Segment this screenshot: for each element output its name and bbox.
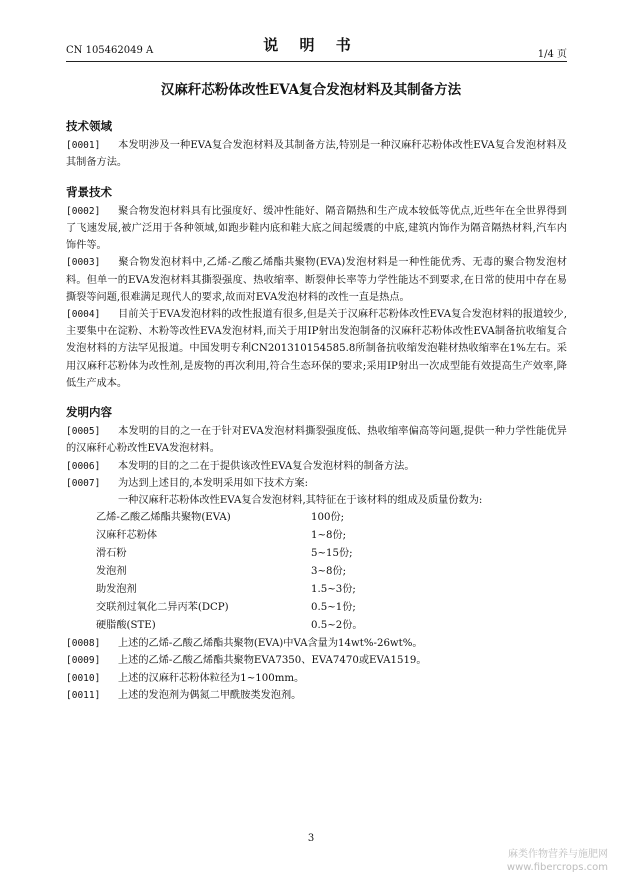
- paragraph-text: 本发明的目的之二在于提供该改性EVA复合发泡材料的制备方法。: [118, 460, 415, 472]
- paragraph-number: [0002]: [66, 205, 101, 217]
- paragraph-number: [0009]: [66, 655, 101, 667]
- page-info: 1/4 页: [537, 49, 567, 60]
- component-amount: 0.5~1份;: [311, 602, 356, 614]
- watermark-line: www.fibercrops.com: [506, 862, 608, 873]
- component-amount: 3~8份;: [311, 566, 347, 578]
- paragraph-number: [0011]: [66, 689, 101, 701]
- section-heading-tech-field: 技术领域: [66, 119, 112, 133]
- component-amount: 0.5~2份。: [311, 620, 363, 632]
- page-number: 3: [307, 833, 315, 844]
- table-row: [96, 527, 363, 545]
- page-header: [0, 0, 622, 60]
- paragraph-text: 上述的乙烯-乙酸乙烯酯共聚物(EVA)中VA含量为14wt%-26wt%。: [118, 638, 423, 650]
- component-name: 乙烯-乙酸乙烯酯共聚物(EVA): [96, 512, 231, 524]
- component-amount: 5~15份;: [311, 548, 353, 560]
- component-name: 助发泡剂: [96, 584, 137, 596]
- table-row: [96, 509, 363, 527]
- paragraph-0004: [66, 306, 567, 392]
- paragraph-text: 上述的发泡剂为偶氮二甲酰胺类发泡剂。: [118, 689, 302, 701]
- paragraph-number: [0007]: [66, 477, 101, 489]
- paragraph-text: 目前关于EVA发泡材料的改性报道有很多,但是关于汉麻秆芯粉体改性EVA复合发泡材料的报道较少,主要集中在淀粉、木粉等改性EVA发泡材料,而关于用IP射出发泡制备的汉麻秆芯粉体改性EVA制备抗收缩复合发泡材料的方法罕见报道。中国发明专利CN201310154585.8所制备抗收缩发泡鞋材热收缩率在1%左右。采用汉麻秆芯粉体为改性剂,是废物的再次利用,符合生态环保的要求;采用IP射出一次成型能有效提高生产效率,降低生产成本。: [66, 309, 567, 389]
- paragraph-0001: [66, 137, 567, 171]
- document-title: 汉麻秆芯粉体改性EVA复合发泡材料及其制备方法: [160, 82, 462, 98]
- component-amount: 1~8份;: [311, 530, 347, 542]
- component-amount: 1.5~3份;: [311, 584, 356, 596]
- composition-intro: 一种汉麻秆芯粉体改性EVA复合发泡材料,其特征在于该材料的组成及质量份数为:: [118, 495, 483, 507]
- paragraph-number: [0010]: [66, 672, 101, 684]
- component-name: 硬脂酸(STE): [96, 620, 156, 632]
- paragraph-text: 本发明涉及一种EVA复合发泡材料及其制备方法,特别是一种汉麻秆芯粉体改性EVA复合发泡材料及其制备方法。: [66, 140, 567, 169]
- paragraph-number: [0008]: [66, 638, 101, 650]
- section-heading-background: 背景技术: [66, 184, 112, 199]
- paragraph-0009: [66, 652, 567, 669]
- paragraph-0007: [66, 475, 567, 492]
- header-divider: [66, 61, 567, 62]
- paragraph-text: 聚合物发泡材料中,乙烯-乙酸乙烯酯共聚物(EVA)发泡材料是一种性能优秀、无毒的聚合物发泡材料。但单一的EVA发泡材料其撕裂强度、热收缩率、断裂伸长率等力学性能达不到要求,在日常的使用中存在易撕裂等问题,很难满足现代人的要求,故而对EVA发泡材料的改性一直是热点。: [66, 257, 567, 303]
- site-watermark: [507, 848, 608, 874]
- component-name: 交联剂过氧化二异丙苯(DCP): [96, 602, 229, 614]
- paragraph-number: [0001]: [66, 140, 101, 152]
- paragraph-text: 为达到上述目的,本发明采用如下技术方案:: [118, 477, 309, 489]
- section-heading-invention: 发明内容: [66, 405, 112, 420]
- patent-number: CN 105462049 A: [66, 45, 154, 56]
- composition-table: [96, 509, 363, 635]
- table-row: [96, 617, 363, 635]
- paragraph-text: 聚合物发泡材料具有比强度好、缓冲性能好、隔音隔热和生产成本较低等优点,近些年在全世界得到了飞速发展,被广泛用于各种领域,如跑步鞋内底和鞋大底之间起缓震的中底,建筑内饰作为隔音隔热材料,汽车内饰件等。: [66, 205, 567, 252]
- table-row: [96, 563, 363, 581]
- table-row: [96, 581, 363, 599]
- paragraph-0008: [66, 635, 567, 652]
- paragraph-text: 上述的汉麻秆芯粉体粒径为1~100mm。: [118, 672, 305, 684]
- paragraph-number: [0005]: [66, 426, 101, 438]
- paragraph-0010: [66, 670, 567, 687]
- paragraph-number: [0004]: [66, 309, 101, 321]
- document-body: [66, 110, 567, 704]
- component-name: 汉麻秆芯粉体: [96, 530, 158, 542]
- paragraph-0002: [66, 203, 567, 255]
- component-name: 发泡剂: [96, 566, 127, 578]
- paragraph-0003: [66, 254, 567, 306]
- paragraph-0006: [66, 458, 567, 475]
- table-row: [96, 545, 363, 563]
- document-type: 说 明 书: [263, 36, 359, 54]
- paragraph-0005: [66, 423, 567, 457]
- component-name: 滑石粉: [96, 548, 127, 560]
- paragraph-text: 本发明的目的之一在于针对EVA发泡材料撕裂强度低、热收缩率偏高等问题,提供一种力学性能优异的汉麻秆心粉改性EVA发泡材料。: [66, 426, 567, 455]
- paragraph-number: [0006]: [66, 460, 101, 472]
- watermark-line: 麻类作物营养与施肥网: [508, 849, 608, 860]
- paragraph-number: [0003]: [66, 257, 101, 269]
- table-row: [96, 599, 363, 617]
- component-amount: 100份;: [311, 512, 345, 524]
- paragraph-text: 上述的乙烯-乙酸乙烯酯共聚物EVA7350、EVA7470或EVA1519。: [118, 655, 427, 667]
- paragraph-0011: [66, 687, 567, 704]
